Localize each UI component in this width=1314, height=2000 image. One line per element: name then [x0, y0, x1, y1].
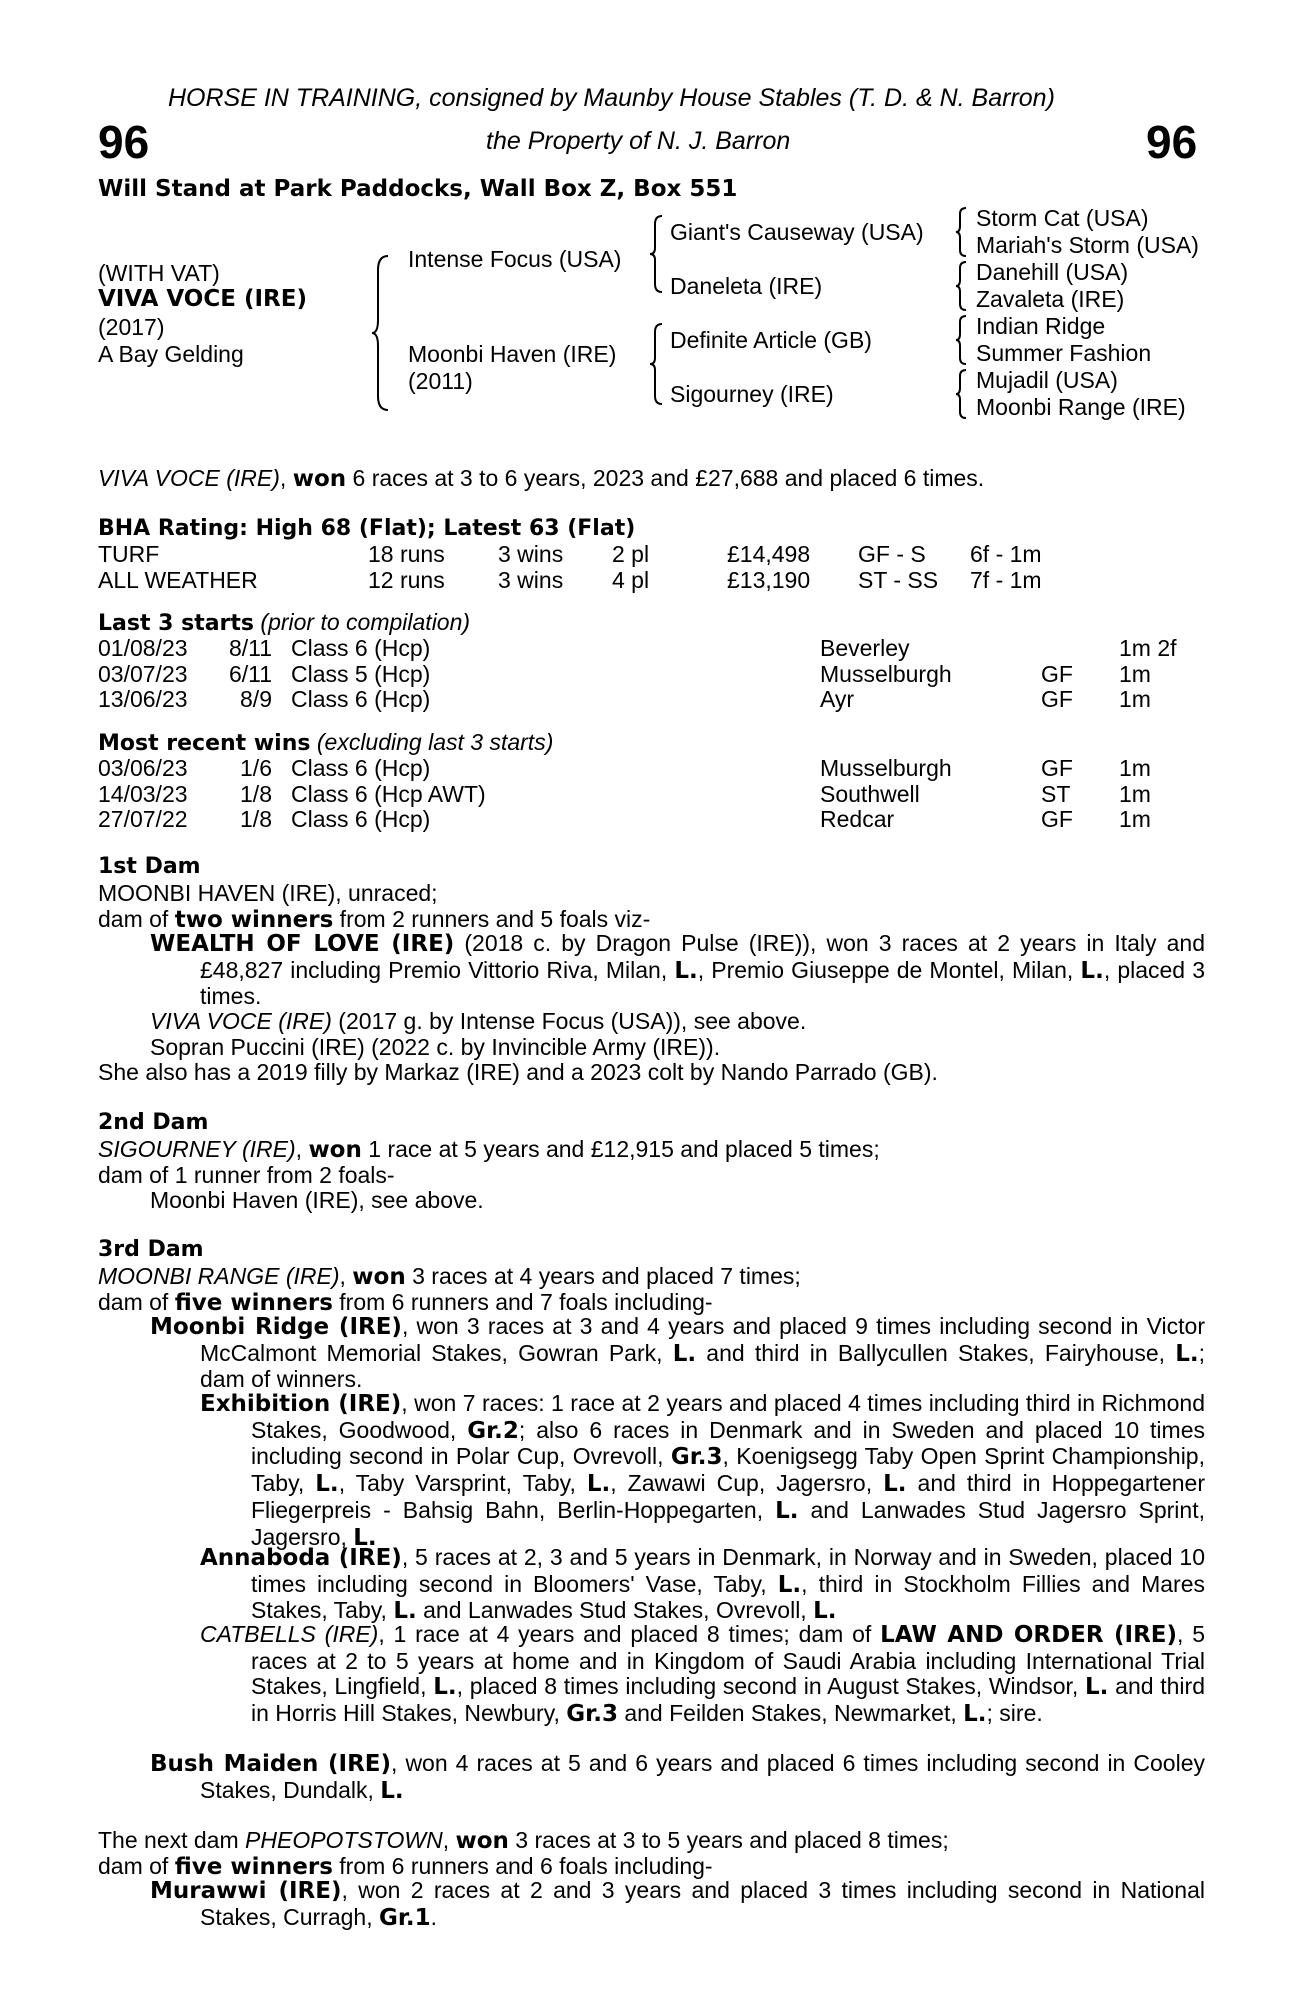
race-class: Class 6 (Hcp): [291, 806, 431, 832]
next-dam-line: The next dam PHEOPOTSTOWN, won 3 races at 3 to 5 years and placed 8 times;: [98, 1827, 949, 1854]
header-consignor: HORSE IN TRAINING, consigned by Maunby House Stables (T. D. & N. Barron): [168, 84, 1055, 112]
lot-number-right: 96: [1146, 116, 1198, 168]
race-pos: 6/11: [228, 660, 272, 687]
pedigree-dam: Moonbi Haven (IRE): [408, 341, 617, 367]
third-dam-line: MOONBI RANGE (IRE), won 3 races at 4 years and placed 7 times;: [98, 1263, 801, 1290]
produce-viva-voce: VIVA VOCE (IRE) (2017 g. by Intense Focus (USA)), see above.: [150, 1008, 807, 1034]
race-course: Musselburgh: [820, 660, 952, 687]
race-class: Class 6 (Hcp): [291, 635, 431, 661]
pedigree-brace-sire: [648, 214, 664, 294]
pedigree-brace-dam: [648, 322, 664, 406]
horse-year: (2017): [98, 314, 165, 340]
pedigree-dam-year: (2011): [408, 368, 473, 394]
first-dam-produce: dam of two winners from 2 runners and 5 foals viz-: [98, 906, 651, 933]
race-going: GF: [1041, 806, 1073, 832]
next-dam-produce: dam of five winners from 6 runners and 6 foals including-: [98, 1853, 713, 1880]
second-dam-produce: dam of 1 runner from 2 foals-: [98, 1162, 395, 1188]
race-going: GF: [1041, 755, 1073, 781]
race-dist: 1m: [1119, 686, 1151, 712]
race-class: Class 5 (Hcp): [291, 660, 431, 687]
last-starts-heading: Last 3 starts (prior to compilation): [98, 609, 471, 636]
race-pos: 8/11: [228, 635, 272, 661]
pedigree-brace-main: [370, 254, 390, 412]
third-dam-heading: 3rd Dam: [98, 1237, 204, 1262]
produce-wealth-of-love: WEALTH OF LOVE (IRE) (2018 c. by Dragon Pulse (IRE)), won 3 races at 2 years in Italy and £48,827 including Premio Vittorio Riva, Milan, L., Premio Giuseppe de Montel, Milan, L., placed 3 times.: [150, 930, 1205, 1010]
pedigree-sire-sire: Giant's Causeway (USA): [670, 219, 924, 245]
race-pos: 8/9: [240, 686, 272, 712]
race-pos: 1/8: [240, 806, 272, 832]
race-course: Southwell: [820, 780, 920, 807]
race-dist: 1m: [1119, 806, 1151, 832]
horse-name: VIVA VOCE (IRE): [98, 286, 307, 312]
pedigree-dam-sire: Definite Article (GB): [670, 327, 872, 353]
pedigree-ggp: Storm Cat (USA): [976, 205, 1149, 231]
produce-murawwi: Murawwi (IRE), won 2 races at 2 and 3 years and placed 3 times including second in National Stakes, Curragh, Gr.1.: [150, 1877, 1206, 1931]
produce-catbells: CATBELLS (IRE), 1 race at 4 years and placed 8 times; dam of LAW AND ORDER (IRE), 5 races at 2 to 5 years at home and in Kingdom of Saudi Arabia including International Trial Stakes, Lingfield, L., placed 8 times including second in August Stakes, Windsor, L. and third in Horris Hill Stakes, Newbury, Gr.3 and Feilden Stakes, Newmarket, L.; sire.: [200, 1621, 1205, 1728]
lot-number-left: 96: [98, 116, 150, 168]
pedigree-sire: Intense Focus (USA): [408, 246, 622, 272]
race-course: Ayr: [820, 686, 855, 712]
race-date: 01/08/23: [98, 635, 188, 661]
second-dam-line: SIGOURNEY (IRE), won 1 race at 5 years and £12,915 and placed 5 times;: [98, 1136, 880, 1163]
race-class: Class 6 (Hcp AWT): [291, 780, 486, 807]
race-date: 13/06/23: [98, 686, 188, 712]
first-dam-line: MOONBI HAVEN (IRE), unraced;: [98, 880, 438, 906]
race-going: GF: [1041, 686, 1073, 712]
produce-annaboda: Annaboda (IRE), 5 races at 2, 3 and 5 years in Denmark, in Norway and in Sweden, placed 10 times including second in Bloomers' Vase, Taby, L., third in Stockholm Fillies and Mares Stakes, Taby, L. and Lanwades Stud Stakes, Ovrevoll, L.: [200, 1544, 1205, 1625]
stand-location: Will Stand at Park Paddocks, Wall Box Z, Box 551: [98, 176, 738, 202]
second-dam-foal: Moonbi Haven (IRE), see above.: [150, 1187, 484, 1213]
race-pos: 1/8: [240, 780, 272, 807]
race-course: Beverley: [820, 635, 910, 661]
race-dist: 1m 2f: [1119, 635, 1177, 661]
third-dam-produce: dam of five winners from 6 runners and 7 foals including-: [98, 1289, 713, 1316]
pedigree-ggp: Moonbi Range (IRE): [976, 394, 1186, 420]
pedigree-brace-ggp4: [954, 368, 968, 420]
race-course: Redcar: [820, 806, 895, 832]
race-pos: 1/6: [240, 755, 272, 781]
pedigree-brace-ggp1: [954, 206, 968, 258]
pedigree-ggp: Summer Fashion: [976, 340, 1152, 366]
pedigree-ggp: Mujadil (USA): [976, 367, 1118, 393]
race-date: 27/07/22: [98, 806, 188, 832]
race-date: 14/03/23: [98, 780, 188, 807]
produce-exhibition: Exhibition (IRE), won 7 races: 1 race at 2 years and placed 4 times including third in Richmond Stakes, Goodwood, Gr.2; also 6 races in Denmark and in Sweden and placed 10 times including second in Polar Cup, Ovrevoll, Gr.3, Koenigsegg Taby Open Sprint Championship, Taby, L., Taby Varsprint, Taby, L., Zawawi Cup, Jagersro, L. and third in Hoppegartener Fliegerpreis - Bahsig Bahn, Berlin-Hoppegarten, L. and Lanwades Stud Jagersro Sprint, Jagersro, L.: [200, 1390, 1206, 1551]
race-course: Musselburgh: [820, 755, 952, 781]
pedigree-brace-ggp2: [954, 260, 968, 312]
race-class: Class 6 (Hcp): [291, 686, 431, 712]
pedigree-ggp: Danehill (USA): [976, 259, 1129, 285]
race-dist: 1m: [1119, 755, 1151, 781]
pedigree-dam-dam: Sigourney (IRE): [670, 381, 834, 407]
pedigree-ggp: Indian Ridge: [976, 313, 1106, 339]
second-dam-heading: 2nd Dam: [98, 1110, 209, 1135]
first-dam-also: She also has a 2019 filly by Markaz (IRE) and a 2023 colt by Nando Parrado (GB).: [98, 1059, 938, 1085]
recent-wins-heading: Most recent wins (excluding last 3 starts): [98, 729, 554, 756]
pedigree-brace-ggp3: [954, 314, 968, 366]
race-date: 03/06/23: [98, 755, 188, 781]
header-property: the Property of N. J. Barron: [486, 127, 791, 155]
vat-note: (WITH VAT): [98, 260, 220, 286]
produce-moonbi-ridge: Moonbi Ridge (IRE), won 3 races at 3 and 4 years and placed 9 times including second in Victor McCalmont Memorial Stakes, Gowran Park, L. and third in Ballycullen Stakes, Fairyhouse, L.; dam of winners.: [150, 1313, 1205, 1393]
bha-rating-heading: BHA Rating: High 68 (Flat); Latest 63 (Flat): [98, 516, 636, 541]
race-class: Class 6 (Hcp): [291, 755, 431, 781]
pedigree-ggp: Zavaleta (IRE): [976, 286, 1125, 312]
horse-description: A Bay Gelding: [98, 341, 244, 367]
race-dist: 1m: [1119, 780, 1151, 807]
race-going: ST: [1041, 780, 1071, 807]
produce-sopran-puccini: Sopran Puccini (IRE) (2022 c. by Invincible Army (IRE)).: [150, 1034, 721, 1060]
race-dist: 1m: [1119, 660, 1151, 687]
race-date: 03/07/23: [98, 660, 188, 687]
pedigree-sire-dam: Daneleta (IRE): [670, 273, 823, 299]
first-dam-heading: 1st Dam: [98, 854, 201, 879]
produce-bush-maiden: Bush Maiden (IRE), won 4 races at 5 and 6 years and placed 6 times including second in Cooley Stakes, Dundalk, L.: [150, 1750, 1205, 1804]
race-summary: VIVA VOCE (IRE), won 6 races at 3 to 6 years, 2023 and £27,688 and placed 6 times.: [98, 465, 985, 492]
race-going: GF: [1041, 660, 1073, 687]
pedigree-ggp: Mariah's Storm (USA): [976, 232, 1199, 258]
